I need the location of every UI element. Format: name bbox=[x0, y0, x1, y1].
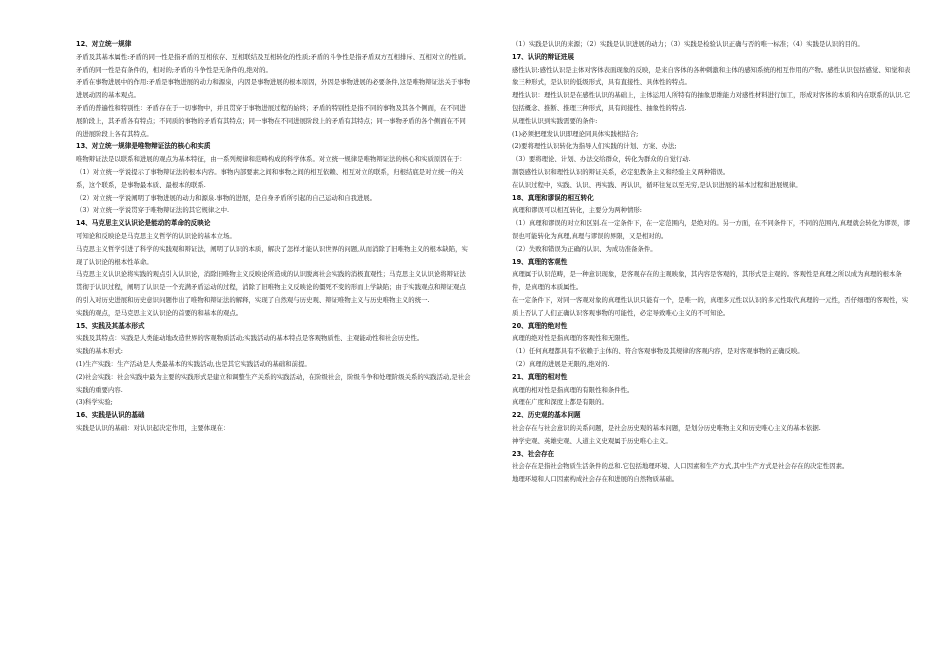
paragraph: 割裂感性认识和理性认识的辩证关系，必定犯教条主义和经验主义两种错误。 bbox=[512, 167, 730, 176]
paragraph: (2)社会实践：社会实践中最为主要的实践形式是建立和调整生产关系的实践活动，在阶级社会，阶级斗争和处理阶级关系的实践活动,是社会实践的重要内容. bbox=[76, 372, 471, 394]
section-heading: 17、认识的辩证进展 bbox=[512, 52, 574, 61]
paragraph: 矛盾在事物进展中的作用:矛盾是事物进展的动力和源泉，内因是事物进展的根本原因，外因是事物进展的必要条件,这是唯物辩证法关于事物进展动因的基本观点。 bbox=[76, 78, 471, 100]
paragraph: (1)生产实践：生产活动是人类最基本的实践活动,也是其它实践活动的基础和前提。 bbox=[76, 359, 311, 368]
section-heading: 14、马克思主义认识论是能动的革命的反映论 bbox=[76, 219, 211, 228]
paragraph: 社会存在是指社会物质生活条件的总和.它包括地理环境、人口因素和生产方式,其中生产方式是社会存在的决定性因素。 bbox=[512, 462, 849, 471]
paragraph: 真理属于认识范畴，是一种意识现象，是客观存在的主观映象，其内容是客观的，其形式是主观的。客观性是真理之所以成为真理的根本条件，是真理的本质属性。 bbox=[512, 270, 902, 292]
paragraph: 在认识过程中，实践、认识、再实践、再认识，循环往复以至无穷,是认识进展的基本过程和进展规律。 bbox=[512, 180, 802, 189]
paragraph: 社会存在与社会意识的关系问题，是社会历史观的基本问题，是划分历史唯物主义和历史唯心主义的基本依据. bbox=[512, 423, 821, 432]
paragraph: 理性认识：理性认识是在感性认识的基础上，主体运用人所特有的抽象思维能力对感性材料进行加工，形成对客体的本质和内在联系的认识.它包括概念、推断、推理三种形式，具有间接性、抽象性的特点. bbox=[512, 91, 911, 112]
paragraph: （3）要将理论、计划、办法交给群众，转化为群众的自觉行动. bbox=[512, 155, 691, 164]
paragraph: （3）对立统一学说贯穿于唯物辩证法的其它规律之中. bbox=[76, 206, 230, 215]
paragraph: 马克思主义哲学引进了科学的实践观和辩证法，阐明了认识的本质，解决了怎样才能认识世界的问题,从而消除了旧唯物主义的根本缺陷，实现了认识论的根本性革命。 bbox=[76, 244, 468, 266]
paragraph: （1）实践是认识的来源；（2）实践是认识进展的动力；（3）实践是检验认识正确与否的唯一标准；（4）实践是认识的目的。 bbox=[512, 40, 864, 48]
paragraph: 在一定条件下，对同一客观对象的真理性认识只能有一个，是唯一的，真理多元性以认识的多元性取代真理的一元性，否仔细理的客观性，实质上否认了人们正确认识客观事物的可能性，必定导致唯心主义的不可知论。 bbox=[512, 295, 909, 317]
left-column bbox=[76, 38, 471, 435]
paragraph: （1）任何真理都具有不依赖于主体的、符合客观事物及其规律的客观内容，是对客观事物的正确反映。 bbox=[512, 347, 804, 356]
paragraph: 实践是认识的基础：对认识起决定作用，主要体现在： bbox=[76, 423, 230, 432]
paragraph: 矛盾及其基本属性:矛盾的同一性是指矛盾的互相依存、互相联结及互相转化的性质;矛盾的斗争性是指矛盾双方互相排斥、互相对立的性质。矛盾的同一性是有条件的，相对的;矛盾的斗争性是无条件的,绝对的。 bbox=[76, 52, 471, 74]
paragraph: （2）失败和错误为正确的认识、为成功准备条件。 bbox=[512, 244, 657, 253]
paragraph: (2)要将理性认识转化为指导人们实践的计划、方案、办法; bbox=[512, 142, 677, 151]
paragraph: 从理性认识到实践需要的条件: bbox=[512, 116, 598, 125]
paragraph: 真理在广度和深度上都是有限的。 bbox=[512, 398, 608, 407]
section-heading: 15、实践及其基本形式 bbox=[76, 321, 145, 330]
paragraph: 实践的基本形式: bbox=[76, 347, 123, 356]
paragraph: 真理的相对性是指真理的有限性和条件性。 bbox=[512, 385, 634, 394]
paragraph: 实践及其特点：实践是人类能动地改造世界的客观物质活动;实践活动的基本特点是客观物质性、主观能动性和社会历史性。 bbox=[76, 334, 424, 343]
section-heading: 12、对立统一规律 bbox=[76, 40, 132, 48]
paragraph: 可知论和反映论是马克思主义哲学的认识论的基本立场。 bbox=[76, 231, 236, 240]
paragraph: 地理环境和人口因素构成社会存在和进展的自然物质基础。 bbox=[512, 475, 679, 484]
section-heading: 18、真理和谬误的相互转化 bbox=[512, 193, 594, 202]
paragraph: 感性认识:感性认识是主体对客体表面现象的反映，是来自客体的各种刺激和主体的感知系统的相互作用的产物。感性认识包括感觉、知觉和表象三种形式，是认识的低级形式，具有直接性、具体性的特点。 bbox=[512, 65, 911, 87]
paragraph: (3)科学实验; bbox=[76, 398, 113, 407]
paragraph: 神学史观、英雄史观、人道主义史观属于历史唯心主义。 bbox=[512, 436, 672, 445]
section-heading: 21、真理的相对性 bbox=[512, 372, 568, 381]
section-heading: 13、对立统一规律是唯物辩证法的核心和实质 bbox=[76, 142, 211, 151]
section-heading: 19、真理的客观性 bbox=[512, 257, 568, 266]
paragraph: 真理的绝对性是指真理的客观性和无限性。 bbox=[512, 334, 634, 343]
paragraph: （2）对立统一学说阐明了事物进展的动力和源泉.事物的进展，是自身矛盾所引起的自己运动和自我进展。 bbox=[76, 193, 377, 202]
paragraph: 实践的观点，是马克思主义认识论的首要的和基本的观点。 bbox=[76, 308, 243, 317]
paragraph: 马克思主义认识论将实践的观点引入认识论，消除旧唯物主义反映论所造成的认识脱离社会实践的消极直观性；马克思主义认识论将辩证法贯彻于认识过程，阐明了认识是一个充满矛盾运动的过程，消除了旧唯物主义反映论的僵死不变的形而上学缺陷；由于实践观点和辩证观点的引入对历史进展和历史意识问题作出了唯物和辩证法的解释，实现了自然观与历史观、辩证唯物主义与历史唯物主义的统一. bbox=[76, 270, 466, 304]
paragraph: 真理和谬误可以相互转化，主要分为两种情形: bbox=[512, 206, 642, 215]
paragraph: （2）真理的进展是无限的,绝对的. bbox=[512, 359, 610, 368]
section-heading: 22、历史观的基本问题 bbox=[512, 411, 581, 420]
paragraph: 矛盾的普遍性和特别性：矛盾存在于一切事物中，并且贯穿于事物进展过程的始终；矛盾的特别性是指不同的事物及其各个侧面，在不同进展阶段上，其矛盾各有特点；不同质的事物的矛盾有其特点；同一事物在不同进展阶段上的矛盾有其特点；同一事物矛盾的各个侧面在不同的进展阶段上各有其特点。 bbox=[76, 103, 466, 138]
paragraph: (1)必须把理发认识即理论同具体实践相结合; bbox=[512, 129, 639, 138]
section-heading: 23、社会存在 bbox=[512, 449, 555, 458]
paragraph: （1）对立统一学说提示了事物辩证法的根本内容。事物内部要素之间和事物之间的相互依赖、相互对立的联系，归根结底是对立统一的关系，这个联系，是事物最本质、最根本的联系. bbox=[76, 167, 464, 189]
paragraph: 唯物辩证法是以联系和进展的观点为基本特征，由一系列规律和范畴构成的科学体系。对立统一规律是唯物辩证法的核心和实质原因在于： bbox=[76, 155, 466, 164]
paragraph: （1）真理和谬误的对立和区别.在一定条件下，在一定范围内，是绝对的。另一方面，在不同条件下，不同的范围内,真理就会转化为谬误，谬误也可能转化为真理,真理与谬误的界限，又是相对的。 bbox=[512, 219, 910, 240]
section-heading: 16、实践是认识的基础 bbox=[76, 411, 145, 420]
section-heading: 20、真理的绝对性 bbox=[512, 321, 568, 330]
right-column bbox=[512, 38, 912, 486]
